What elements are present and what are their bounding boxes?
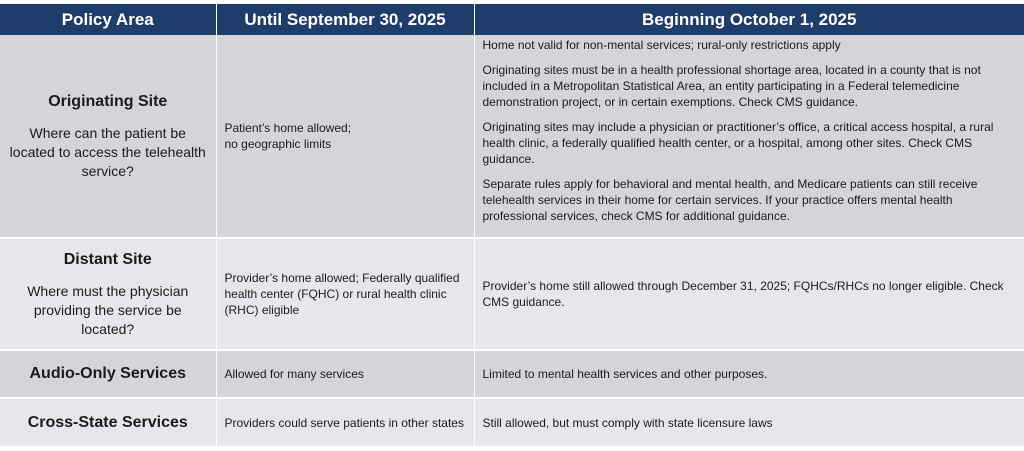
policy-area-question: Where must the physician providing the service be located?	[27, 282, 189, 337]
beginning-cell	[474, 238, 1024, 350]
table-row	[0, 238, 1024, 350]
header-row	[0, 4, 1024, 35]
until-cell	[216, 238, 474, 350]
beginning-cell	[474, 35, 1024, 238]
until-text: Patient’s home allowed;	[224, 121, 352, 135]
policy-area-title: Distant Site	[63, 250, 152, 268]
policy-area-cell	[0, 350, 216, 398]
policy-area-title: Originating Site	[48, 92, 168, 110]
until-text: Provider’s home allowed; Federally qualified health center (FQHC) or rural health clinic (RHC) eligible	[224, 271, 460, 317]
policy-area-cell	[0, 398, 216, 447]
beginning-text: Separate rules apply for behavioral and mental health, and Medicare patients can still receive telehealth services in their home for certain services. If your practice offers mental health professional services, check CMS for additional guidance.	[482, 177, 978, 223]
until-text: Allowed for many services	[224, 367, 364, 381]
policy-area-title: Cross-State Services	[27, 413, 188, 431]
until-text: no geographic limits	[224, 137, 332, 151]
policy-area-cell	[0, 238, 216, 350]
until-cell	[216, 35, 474, 238]
beginning-text: Originating sites must be in a health professional shortage area, located in a county that is not included in a Metropolitan Statistical Area, an entity participating in a Federal telemedicine demonstration project, or in certain exemptions. Check CMS guidance.	[482, 63, 981, 109]
beginning-cell	[474, 398, 1024, 447]
beginning-text: Provider’s home still allowed through December 31, 2025; FQHCs/RHCs no longer eligible. Check CMS guidance.	[482, 279, 1004, 309]
policy-area-cell	[0, 35, 216, 238]
beginning-text: Still allowed, but must comply with state licensure laws	[482, 415, 773, 430]
beginning-text: Limited to mental health services and other purposes.	[482, 367, 768, 381]
beginning-text: Home not valid for non-mental services; rural-only restrictions apply	[482, 38, 841, 52]
beginning-cell	[474, 350, 1024, 398]
table-row	[0, 350, 1024, 398]
until-cell	[216, 350, 474, 398]
header-until: Until September 30, 2025	[216, 4, 474, 35]
policy-comparison-table	[0, 4, 1024, 448]
table-row	[0, 398, 1024, 447]
table-row	[0, 35, 1024, 238]
header-beginning: Beginning October 1, 2025	[474, 4, 1024, 35]
until-text: Providers could serve patients in other states	[224, 415, 464, 430]
beginning-text: Originating sites may include a physician or practitioner’s office, a critical access hospital, a rural health clinic, a federally qualified health center, or a hospital, among other sites. Check CMS guidance.	[482, 120, 994, 166]
policy-area-title: Audio-Only Services	[29, 365, 186, 382]
header-policy-area: Policy Area	[0, 4, 216, 35]
policy-area-question: Where can the patient be located to access the telehealth service?	[9, 124, 206, 179]
until-cell	[216, 398, 474, 447]
